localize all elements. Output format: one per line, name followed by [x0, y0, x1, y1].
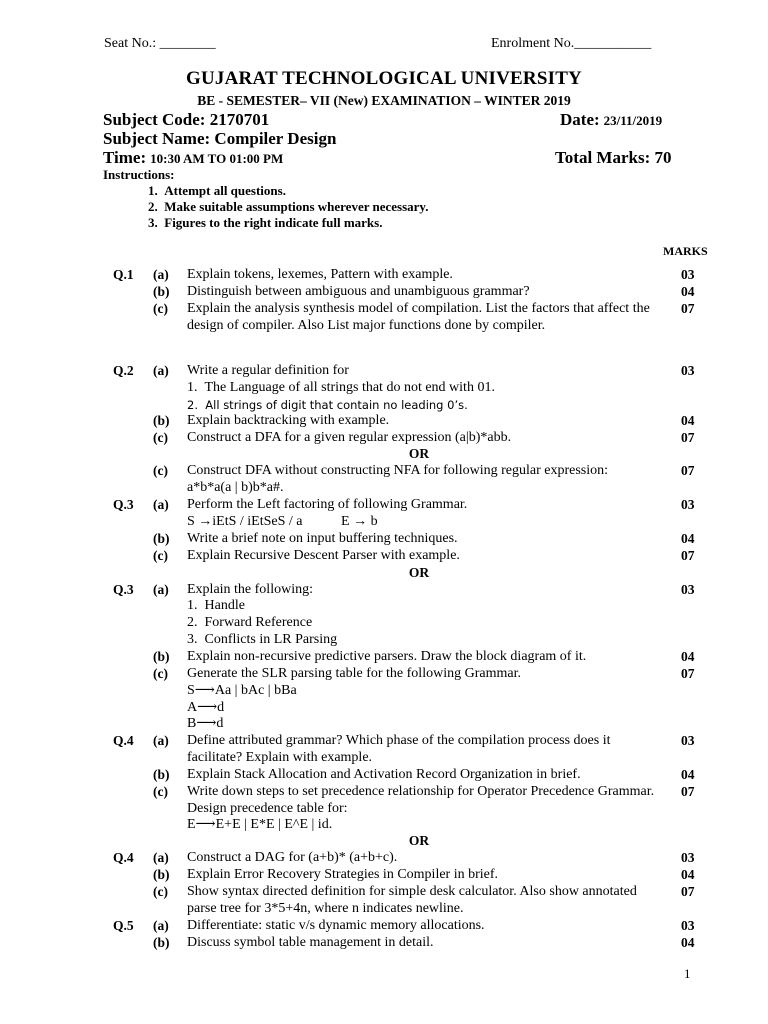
question-text: Explain backtracking with example.: [187, 413, 390, 428]
sub-item: 3. Conflicts in LR Parsing: [187, 632, 338, 647]
question-text: Write a brief note on input buffering techniques.: [187, 531, 458, 546]
question-number: Q.5: [113, 918, 134, 933]
instruction-item: 3. Figures to the right indicate full marks.: [148, 215, 383, 230]
sub-item: 2. Forward Reference: [187, 615, 313, 630]
question-main-text: Write a regular definition for: [187, 363, 349, 378]
question-text: Explain non-recursive predictive parsers. Draw the block diagram of it.: [187, 649, 587, 664]
question-marks: 03: [681, 850, 695, 865]
question-main-text: Perform the Left factoring of following Grammar.: [187, 497, 468, 512]
date-label: Date:: [560, 110, 600, 129]
question-marks: 07: [681, 666, 695, 681]
question-part: (c): [153, 430, 168, 445]
question-text: Explain the following:: [187, 582, 313, 597]
question-marks: 03: [681, 497, 695, 512]
question-marks: 07: [681, 430, 695, 445]
page-number: 1: [684, 966, 691, 981]
seat-number: Seat No.: ________: [104, 36, 216, 51]
question-marks: 04: [681, 767, 695, 782]
question-marks: 04: [681, 649, 695, 664]
time-value: 10:30 AM TO 01:00 PM: [150, 151, 284, 166]
question-marks: 03: [681, 582, 695, 597]
or-separator: OR: [408, 833, 430, 848]
date-value: 23/11/2019: [603, 113, 663, 128]
question-main-text: Write down steps to set precedence relationship for Operator Precedence Grammar. Design precedence table for:: [187, 784, 655, 816]
enrolment-number: Enrolment No.___________: [491, 36, 652, 51]
question-marks: 07: [681, 463, 695, 478]
question-part: (c): [153, 784, 168, 799]
question-text: Distinguish between ambiguous and unambiguous grammar?: [187, 284, 530, 299]
question-part: (b): [153, 767, 170, 782]
question-part: (a): [153, 267, 169, 282]
question-text: Show syntax directed definition for simple desk calculator. Also show annotated parse tree for 3*5+4n, where n indicates newline.: [187, 884, 637, 916]
question-number: Q.3: [113, 497, 134, 512]
sub-item: 2. All strings of digit that contain no leading 0’s.: [187, 398, 468, 412]
question-marks: 04: [681, 284, 695, 299]
question-text: [187, 363, 657, 380]
instructions-title: Instructions:: [103, 167, 175, 182]
exam-time: [103, 148, 283, 168]
question-part: (c): [153, 884, 168, 899]
question-marks: 03: [681, 918, 695, 933]
question-marks: 07: [681, 548, 695, 563]
question-marks: 04: [681, 867, 695, 882]
question-text: Construct a DAG for (a+b)* (a+b+c).: [187, 850, 398, 865]
question-part: (b): [153, 284, 170, 299]
question-part: (b): [153, 935, 170, 950]
exam-title: BE - SEMESTER– VII (New) EXAMINATION – WINTER 2019: [197, 93, 571, 108]
question-marks: 03: [681, 267, 695, 282]
exam-date: [560, 110, 662, 130]
total-marks: Total Marks: 70: [555, 148, 672, 167]
question-part: (a): [153, 363, 169, 378]
question-text: Explain Stack Allocation and Activation Record Organization in brief.: [187, 767, 581, 782]
sub-item: 1. Handle: [187, 598, 245, 613]
instruction-item: 2. Make suitable assumptions wherever necessary.: [148, 199, 429, 214]
question-number: Q.3: [113, 582, 134, 597]
question-part: (a): [153, 497, 169, 512]
question-part: (c): [153, 666, 168, 681]
question-number: Q.4: [113, 850, 134, 865]
question-part: (c): [153, 301, 168, 316]
sub-item: 1. The Language of all strings that do not end with 01.: [187, 380, 495, 395]
question-part: (c): [153, 463, 168, 478]
question-marks: 03: [681, 733, 695, 748]
grammar-line: B⟶d: [187, 716, 224, 731]
grammar-line: S →iEtS / iEtSeS / a E → b: [187, 513, 378, 529]
question-part: (b): [153, 867, 170, 882]
or-separator: OR: [408, 446, 430, 461]
grammar-line: S⟶Aa | bAc | bBa: [187, 683, 297, 698]
subject-code: Subject Code: 2170701: [103, 110, 270, 129]
instruction-item: 1. Attempt all questions.: [148, 183, 286, 198]
university-title: GUJARAT TECHNOLOGICAL UNIVERSITY: [186, 68, 582, 89]
question-marks: 04: [681, 935, 695, 950]
question-number: Q.1: [113, 267, 134, 282]
question-text: Define attributed grammar? Which phase of the compilation process does it facilitate? Explain with example.: [187, 733, 611, 765]
grammar-line: E⟶E+E | E*E | E^E | id.: [187, 817, 333, 833]
question-number: Q.2: [113, 363, 134, 378]
question-text: [187, 784, 657, 834]
question-part: (b): [153, 413, 170, 428]
question-part: (a): [153, 918, 169, 933]
question-part: (b): [153, 649, 170, 664]
time-label: Time:: [103, 148, 147, 167]
question-text: Discuss symbol table management in detail.: [187, 935, 434, 950]
question-text: Differentiate: static v/s dynamic memory allocations.: [187, 918, 485, 933]
question-text: Explain Error Recovery Strategies in Compiler in brief.: [187, 867, 499, 882]
question-text: [187, 463, 657, 496]
question-part: (c): [153, 548, 168, 563]
question-text: [187, 497, 657, 530]
question-part: (b): [153, 531, 170, 546]
question-number: Q.4: [113, 733, 134, 748]
question-part: (a): [153, 582, 169, 597]
or-separator: OR: [408, 565, 430, 580]
question-marks: 04: [681, 413, 695, 428]
question-text: Construct a DFA for a given regular expression (a|b)*abb.: [187, 430, 512, 445]
regular-expression: a*b*a(a | b)b*a#.: [187, 479, 284, 495]
question-marks: 04: [681, 531, 695, 546]
subject-name: Subject Name: Compiler Design: [103, 129, 337, 148]
question-text: Explain the analysis synthesis model of compilation. List the factors that affect the design of compiler. Also List major functions done by compiler.: [187, 301, 650, 333]
question-main-text: Construct DFA without constructing NFA for following regular expression:: [187, 463, 608, 478]
question-text: Explain Recursive Descent Parser with example.: [187, 548, 460, 563]
question-marks: 07: [681, 301, 695, 316]
question-marks: 03: [681, 363, 695, 378]
question-part: (a): [153, 850, 169, 865]
marks-column-header: MARKS: [663, 244, 708, 258]
grammar-line: A⟶d: [187, 700, 225, 715]
question-marks: 07: [681, 884, 695, 899]
question-text: Explain tokens, lexemes, Pattern with example.: [187, 267, 453, 282]
question-part: (a): [153, 733, 169, 748]
question-text: Generate the SLR parsing table for the following Grammar.: [187, 666, 521, 681]
question-marks: 07: [681, 784, 695, 799]
